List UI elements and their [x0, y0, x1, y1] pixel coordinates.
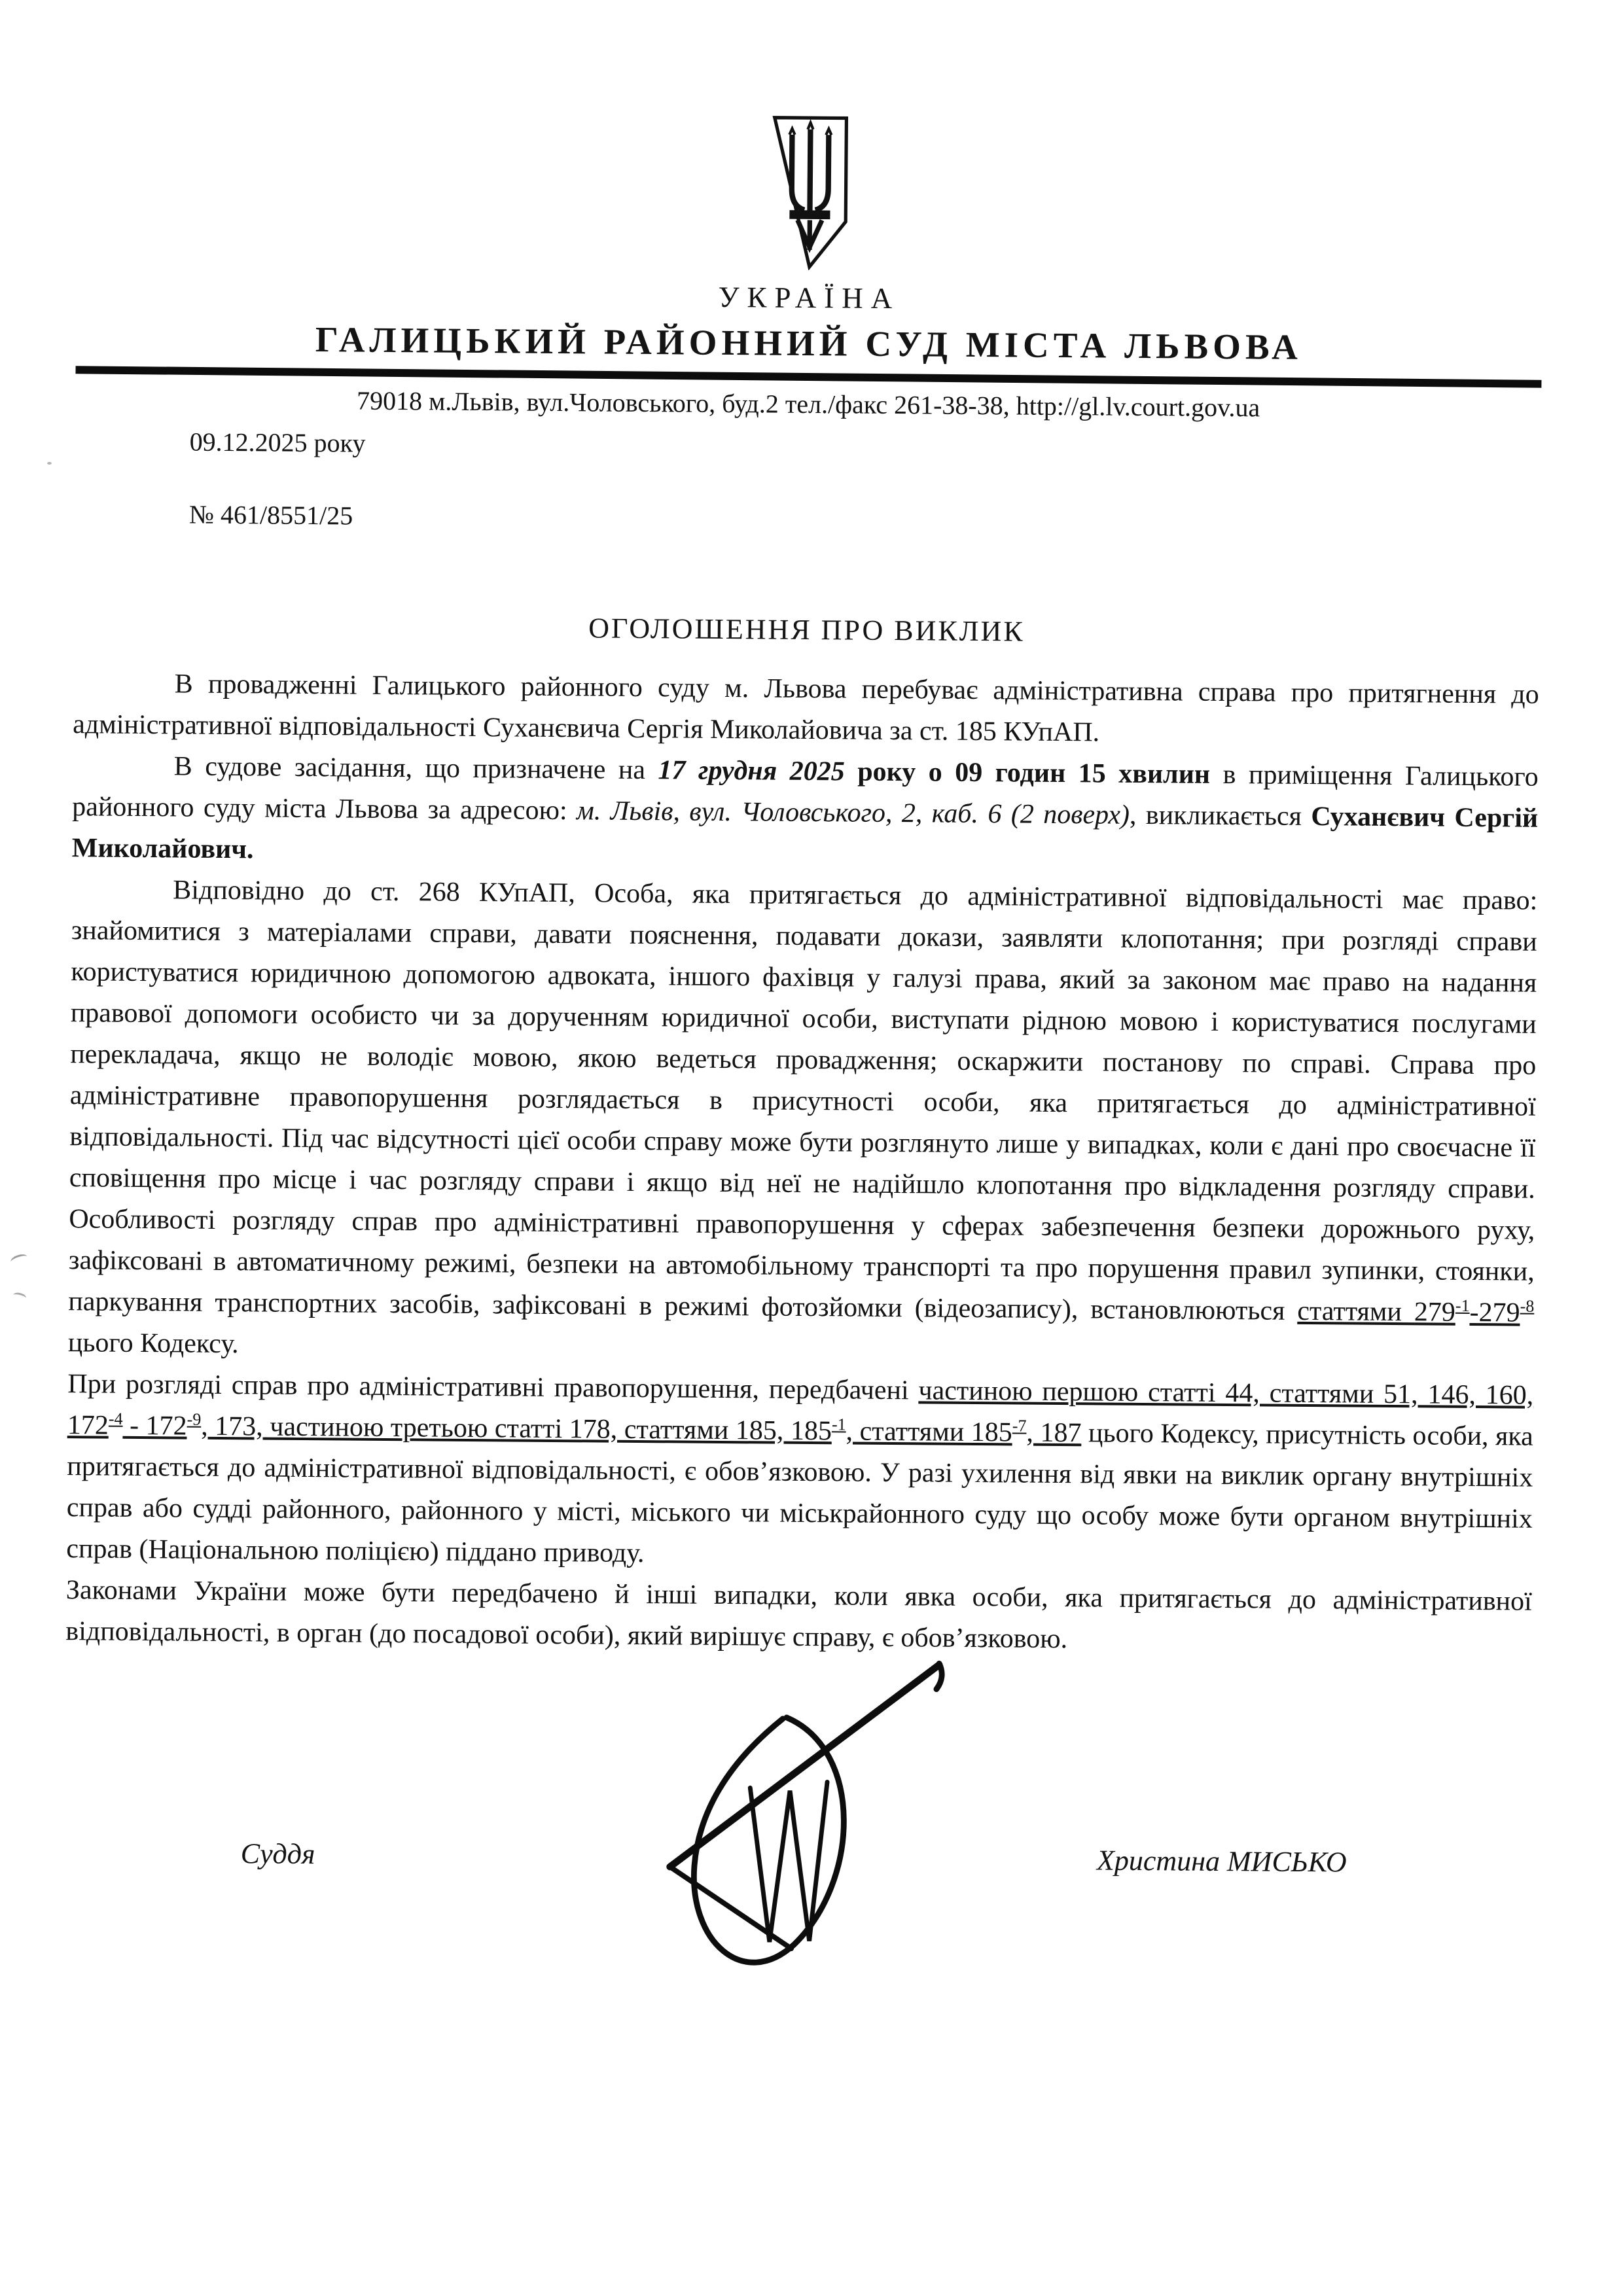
- paragraph-hearing-summons: В судове засідання, що призначене на 17 грудня 2025 року о 09 годин 15 хвилин в приміщення Галицького районного суду міста Львова за адресою: м. Львів, вул. Чоловського, 2, каб. 6 (2 поверх), викликається Суханєвич Сергій Миколайович.: [71, 751, 1539, 865]
- paragraph-case-pending: В провадженні Галицького районного суду м. Львова перебуває адміністративна справа про притягнення до адміністративної відповідальності Суханєвича Сергія Миколайовича за ст. 185 КУпАП.: [73, 669, 1539, 748]
- case-number: № 461/8551/25: [188, 499, 353, 531]
- document-title: ОГОЛОШЕННЯ ПРО ВИКЛИК: [588, 612, 1025, 648]
- paragraph-rights-art-268: Відповідно до ст. 268 КУпАП, Особа, яка притягається до адміністративної відповідальності має право: знайомитися з матеріалами справи, давати пояснення, подавати докази, заявляти клопотання; при розгляді справи користуватися юридичною допомогою адвоката, іншого фахівця у галузі права, який за законом має право на надання правової допомоги особисто чи за дорученням юридичної особи, виступати рідною мовою і користуватися послугами перекладача, якщо не володіє мовою, якою ведеться провадження; оскаржити постанову по справі. Справа про адміністративне правопорушення розглядається в присутності особи, яка притягається до адміністративної відповідальності. Під час відсутності цієї особи справу може бути розглянуто лише у випадках, коли є дані про своєчасне її сповіщення про місце і час розгляду справи і якщо від неї не надійшло клопотання про відкладення розгляду справи. Особливості розгляду справ про адміністративні правопорушення у сферах забезпечення безпеки дорожнього руху, зафіксовані в автоматичному режимі, безпеки на автомобільному транспорті та про порушення правил зупинки, стоянки, паркування транспортних засобів, зафіксовані в режимі фотозйомки (відеозапису), встановлюються статтями $279^{-1}-279^{-8}$ цього Кодексу.: [67, 875, 1538, 1360]
- document-date: 09.12.2025 року: [189, 427, 366, 458]
- judge-role-label: Суддя: [240, 1837, 315, 1871]
- court-address: 79018 м.Львів, вул.Чоловського, буд.2 тел./факс 261-38-38, http://gl.lv.court.gov.ua: [356, 385, 1260, 423]
- paragraph-other-cases: Законами України може бути передбачено й інші випадки, коли явка особи, яка притягається до адміністративної відповідальності, в орган (до посадової особи), який вирішує справу, є обов’язковою.: [65, 1575, 1532, 1655]
- judge-signature-icon: [583, 1653, 952, 1989]
- country-name: УКРАЇНА: [718, 280, 901, 315]
- judge-name: Христина МИСЬКО: [1096, 1844, 1347, 1879]
- court-name: ГАЛИЦЬКИЙ РАЙОННИЙ СУД МІСТА ЛЬВОВА: [315, 319, 1303, 367]
- signature-block: [63, 1816, 1530, 1913]
- trident-emblem-icon: [766, 114, 854, 270]
- document-body: [65, 663, 1539, 1664]
- paragraph-mandatory-presence: При розгляді справ про адміністративні правопорушення, передбачені частиною першою статті 44, статтями 51, 146, 160, $172^{-4} - 172^{-9}$, 173, частиною третьою статті 178, статтями 185, $185^{-1}$, статтями $185^{-7}$, 187 цього Кодексу, присутність особи, яка притягається до адміністративної відповідальності, є обов’язковою. У разі ухилення від явки на виклик органу внутрішніх справ або судді районного, районного у місті, міського чи міськрайонного суду що особу може бути органом внутрішніх справ (Національною поліцією) піддано приводу.: [66, 1369, 1534, 1569]
